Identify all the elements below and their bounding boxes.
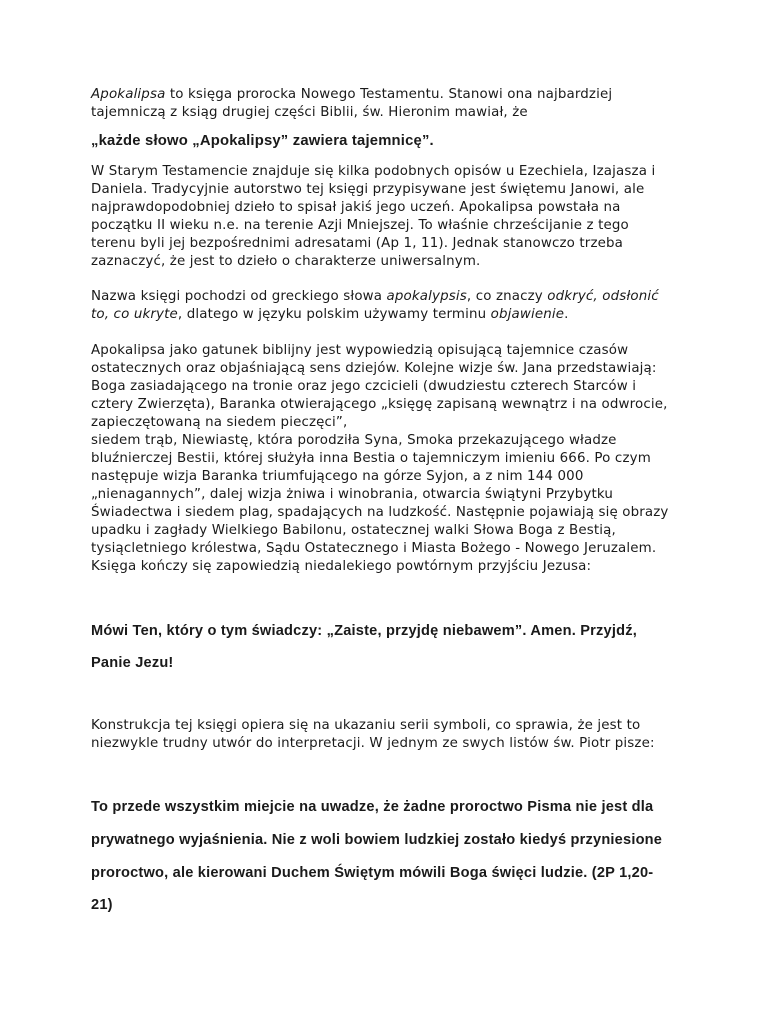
p4-line: cztery Zwierzęta), Baranka otwierającego „księgę zapisaną wewnątrz i na odwrocie,: [91, 397, 668, 412]
p3-line-1: [91, 288, 691, 306]
revelation-quote-line-2: Panie Jezu!: [91, 655, 174, 671]
p2-line: Daniela. Tradycyjnie autorstwo tej księgi przypisywane jest świętemu Janowi, ale: [91, 182, 645, 197]
name-origin-paragraph: [91, 288, 691, 324]
p4-line: Księga kończy się zapowiedzią niedalekiego powtórnym przyjściu Jezusa:: [91, 559, 592, 574]
apokalypsis-italic: apokalypsis: [386, 289, 467, 304]
intro-line-1: [91, 86, 691, 104]
revelation-quote-end: [91, 655, 691, 671]
p4-line: Apokalipsa jako gatunek biblijny jest wypowiedzią opisującą tajemnice czasów: [91, 343, 629, 358]
p2-line: W Starym Testamencie znajduje się kilka podobnych opisów u Ezechiela, Izajasza i: [91, 164, 656, 179]
p4-line: bluźnierczej Bestii, której służyła inna Bestia o tajemniczym imieniu 666. Po czym: [91, 451, 651, 466]
peter-quote-line: prywatnego wyjaśnienia. Nie z woli bowiem ludzkiej zostało kiedyś przyniesione: [91, 832, 663, 848]
odkryc-italic: odkryć, odsłonić: [547, 289, 659, 304]
p5-line: Konstrukcja tej księgi opiera się na ukazaniu serii symboli, co sprawia, że jest to: [91, 718, 641, 733]
p3-text: , co znaczy: [466, 289, 548, 304]
intro-line-2: tajemniczą z ksiąg drugiej części Biblii, św. Hieronim mawiał, że: [91, 105, 528, 120]
peter-quote-line: 21): [91, 897, 113, 913]
p4-line: następuje wizja Baranka triumfującego na górze Syjon, a z nim 144 000: [91, 469, 584, 484]
p4-line: ostatecznych oraz objaśniającą sens dziejów. Kolejne wizje św. Jana przedstawiają:: [91, 361, 657, 376]
revelation-quote-line-1: Mówi Ten, który o tym świadczy: „Zaiste, przyjdę niebawem”. Amen. Przyjdź,: [91, 623, 637, 639]
p4-line: upadku i zagłady Wielkiego Babilonu, ostatecznej walki Słowa Boga z Bestią,: [91, 523, 616, 538]
apokalipsa-italic: Apokalipsa: [91, 87, 166, 102]
jerome-quote: „każde słowo „Apokalipsy” zawiera tajemnicę”.: [91, 133, 434, 149]
p3-text: , dlatego w języku polskim używamy terminu: [177, 307, 491, 322]
p3-text: .: [564, 307, 569, 322]
ukryte-italic: to, co ukryte: [91, 307, 178, 322]
p4-line: siedem trąb, Niewiastę, która porodziła Syna, Smoka przekazującego władze: [91, 433, 617, 448]
p4-line: Boga zasiadającego na tronie oraz jego czcicieli (dwudziestu czterech Starców i: [91, 379, 637, 394]
p2-line: zaznaczyć, że jest to dzieło o charakterze uniwersalnym.: [91, 254, 481, 269]
p3-line-2: [91, 306, 691, 324]
construction-paragraph: [91, 717, 691, 753]
p2-line: najprawdopodobniej dzieło to spisał jakiś jego uczeń. Apokalipsa powstała na: [91, 200, 621, 215]
p4-line: „nienagannych”, dalej wizja żniwa i winobrania, otwarcia świątyni Przybytku: [91, 487, 614, 502]
p4-line: Świadectwa i siedem plag, spadających na ludzkość. Następnie pojawiają się obrazy: [91, 505, 669, 520]
p2-line: terenu byli jej bezpośrednimi adresatami (Ap 1, 11). Jednak stanowczo trzeba: [91, 236, 624, 251]
old-testament-paragraph: [91, 163, 691, 271]
p2-line: początku II wieku n.e. na terenie Azji Mniejszej. To właśnie chrześcijanie z tego: [91, 218, 629, 233]
p4-line: tysiącletniego królestwa, Sądu Ostatecznego i Miasta Bożego - Nowego Jeruzalem.: [91, 541, 657, 556]
intro-line-1-text: to księga prorocka Nowego Testamentu. Stanowi ona najbardziej: [165, 87, 613, 102]
objawienie-italic: objawienie: [490, 307, 565, 322]
peter-quote-line: proroctwo, ale kierowani Duchem Świętym mówili Boga święci ludzie. (2P 1,20-: [91, 865, 654, 881]
peter-quote-line: To przede wszystkim miejcie na uwadze, że żadne proroctwo Pisma nie jest dla: [91, 799, 654, 815]
p4-line: zapieczętowaną na siedem pieczęci”,: [91, 415, 348, 430]
revelation-quote: [91, 623, 691, 639]
p3-text: Nazwa księgi pochodzi od greckiego słowa: [91, 289, 387, 304]
intro-paragraph: [91, 86, 691, 122]
genre-paragraph: [91, 342, 691, 576]
p5-line: niezwykle trudny utwór do interpretacji. W jednym ze swych listów św. Piotr pisze:: [91, 736, 655, 751]
